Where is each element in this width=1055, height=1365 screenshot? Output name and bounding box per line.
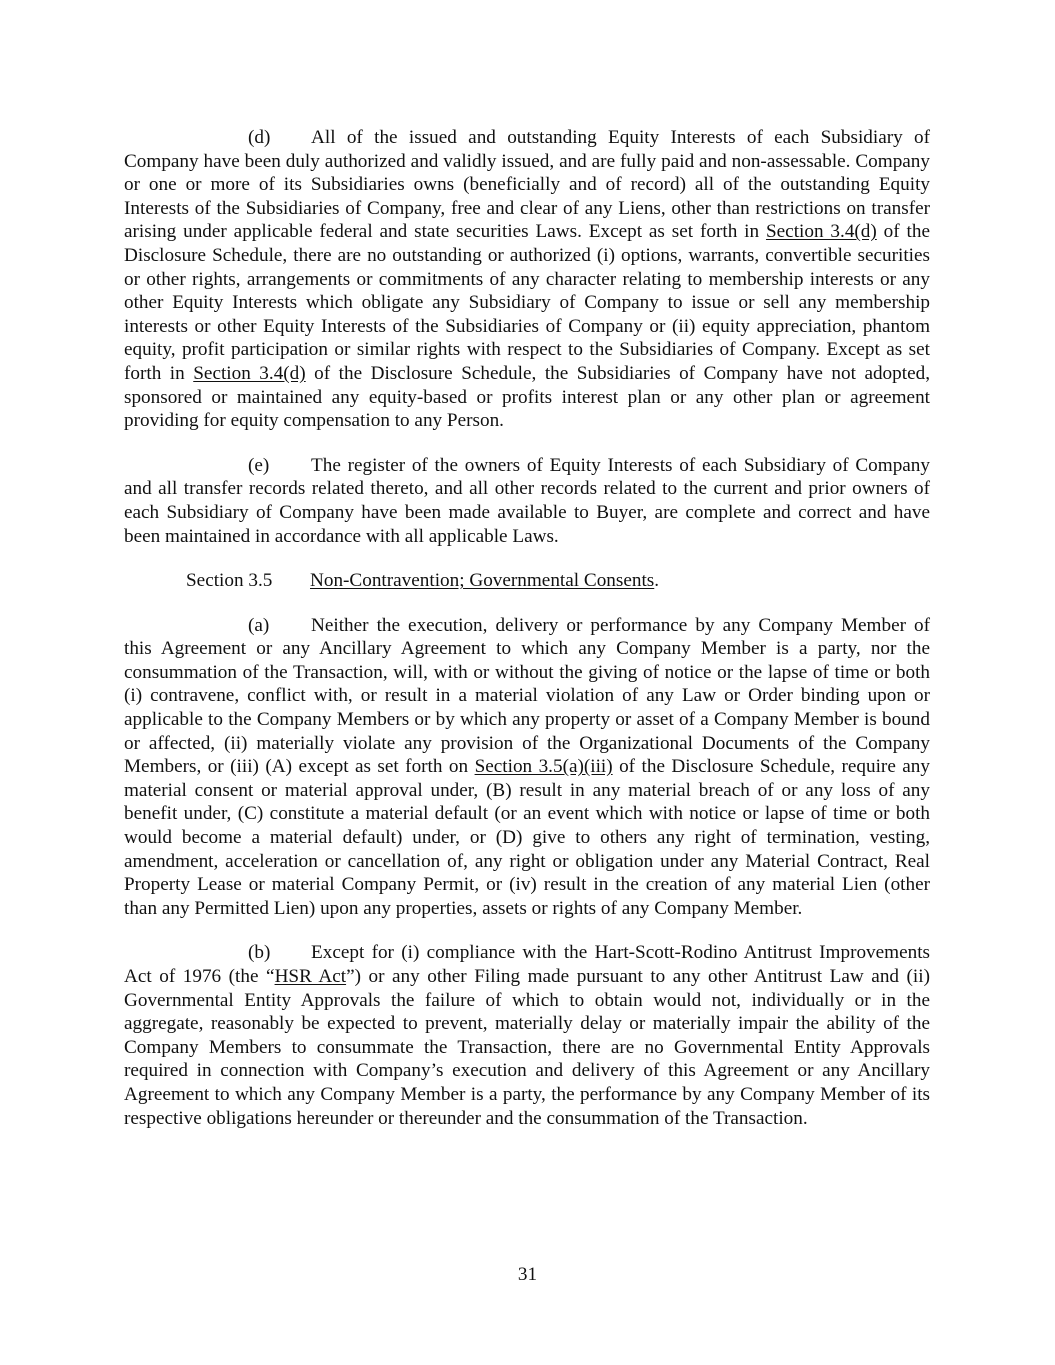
cross-reference-section-3-4-d: Section 3.4(d) <box>765 221 877 243</box>
paragraph-3-5-b <box>124 941 930 1130</box>
paragraph-text: Except for (i) compliance with the Hart-Scott-Rodino Antitrust Improvements Act of 1976 (the “ <box>124 942 930 987</box>
section-heading-3-5 <box>124 569 930 593</box>
page-number: 31 <box>517 1264 538 1285</box>
paragraph-text: ”) or any other Filing made pursuant to any other Antitrust Law and (ii) Governmental Entity Approvals the failure of which to obtain would not, individually or in the aggregate, reasonably be expected to prevent, materially delay or materially impair the ability of the Company Members to consummate the Transaction, there are no Governmental Entity Approvals required in connection with Company’s execution and delivery of this Agreement or any Ancillary Agreement to which any Company Member is a party, the performance by any Company Member of its respective obligations hereunder or thereunder and the consummation of the Transaction. <box>124 966 930 1129</box>
cross-reference-section-3-5-a-iii: Section 3.5(a)(iii) <box>474 756 613 778</box>
paragraph-3-4-d <box>124 126 930 433</box>
section-title: Non-Contravention; Governmental Consents <box>310 570 655 592</box>
defined-term-hsr-act: HSR Act <box>274 966 347 987</box>
section-title-period: . <box>654 570 660 592</box>
paragraph-3-4-e <box>124 454 930 548</box>
paragraph-text: Neither the execution, delivery or performance by any Company Member of this Agreement or any Ancillary Agreement to which any Company Member is a party, nor the consummation of the Transaction, will, with or without the giving of notice or the lapse of time or both (i) contravene, conflict with, or result in a material violation of any Law or Order binding upon or applicable to the Company Members or by which any property or asset of a Company Member is bound or affected, (ii) materially violate any provision of the Organizational Documents of the Company Members, or (iii) (A) except as set forth on <box>124 614 930 778</box>
paragraph-marker: (a) <box>248 614 270 636</box>
paragraph-text: of the Disclosure Schedule, require any material consent or material approval under, (B) result in any material breach of or any loss of any benefit under, (C) constitute a material default (or an event which with notice or lapse of time or both would become a material default) under, or (D) give to others any right of termination, vesting, amendment, acceleration or cancellation of, any right or obligation under any Material Contract, Real Property Lease or material Company Permit, or (iv) result in the creation of any material Lien (other than any Permitted Lien) upon any properties, assets or rights of any Company Member. <box>124 756 930 919</box>
paragraph-text: The register of the owners of Equity Interests of each Subsidiary of Company and all transfer records related thereto, and all other records related to the current and prior owners of each Subsidiary of Company have been made available to Buyer, are complete and correct and have been maintained in accordance with all applicable Laws. <box>124 454 930 547</box>
paragraph-marker: (b) <box>248 942 271 964</box>
paragraph-text: of the Disclosure Schedule, the Subsidiaries of Company have not adopted, sponsored or maintained any equity-based or profits interest plan or any other plan or agreement providing for equity compensation to any Person. <box>124 362 930 432</box>
paragraph-3-5-a <box>124 614 930 921</box>
paragraph-marker: (d) <box>248 127 271 148</box>
document-page <box>124 126 930 1151</box>
paragraph-marker: (e) <box>248 454 270 476</box>
section-number: Section 3.5 <box>186 570 273 592</box>
paragraph-text: of the Disclosure Schedule, there are no outstanding or authorized (i) options, warrants, convertible securities or other rights, arrangements or commitments of any character relating to membership interests or any other Equity Interests which obligate any Subsidiary of Company to issue or sell any membership interests or other Equity Interests of the Subsidiaries of Company or (ii) equity appreciation, phantom equity, profit participation or similar rights with respect to the Subsidiaries of Company. Except as set forth in <box>124 221 930 384</box>
cross-reference-section-3-4-d: Section 3.4(d) <box>193 362 306 384</box>
paragraph-text: All of the issued and outstanding Equity Interests of each Subsidiary of Company have been duly authorized and validly issued, and are fully paid and non-assessable. Company or one or more of its Subsidiaries owns (beneficially and of record) all of the outstanding Equity Interests of the Subsidiaries of Company, free and clear of any Liens, other than restrictions on transfer arising under applicable federal and state securities Laws. Except as set forth in <box>124 127 930 243</box>
